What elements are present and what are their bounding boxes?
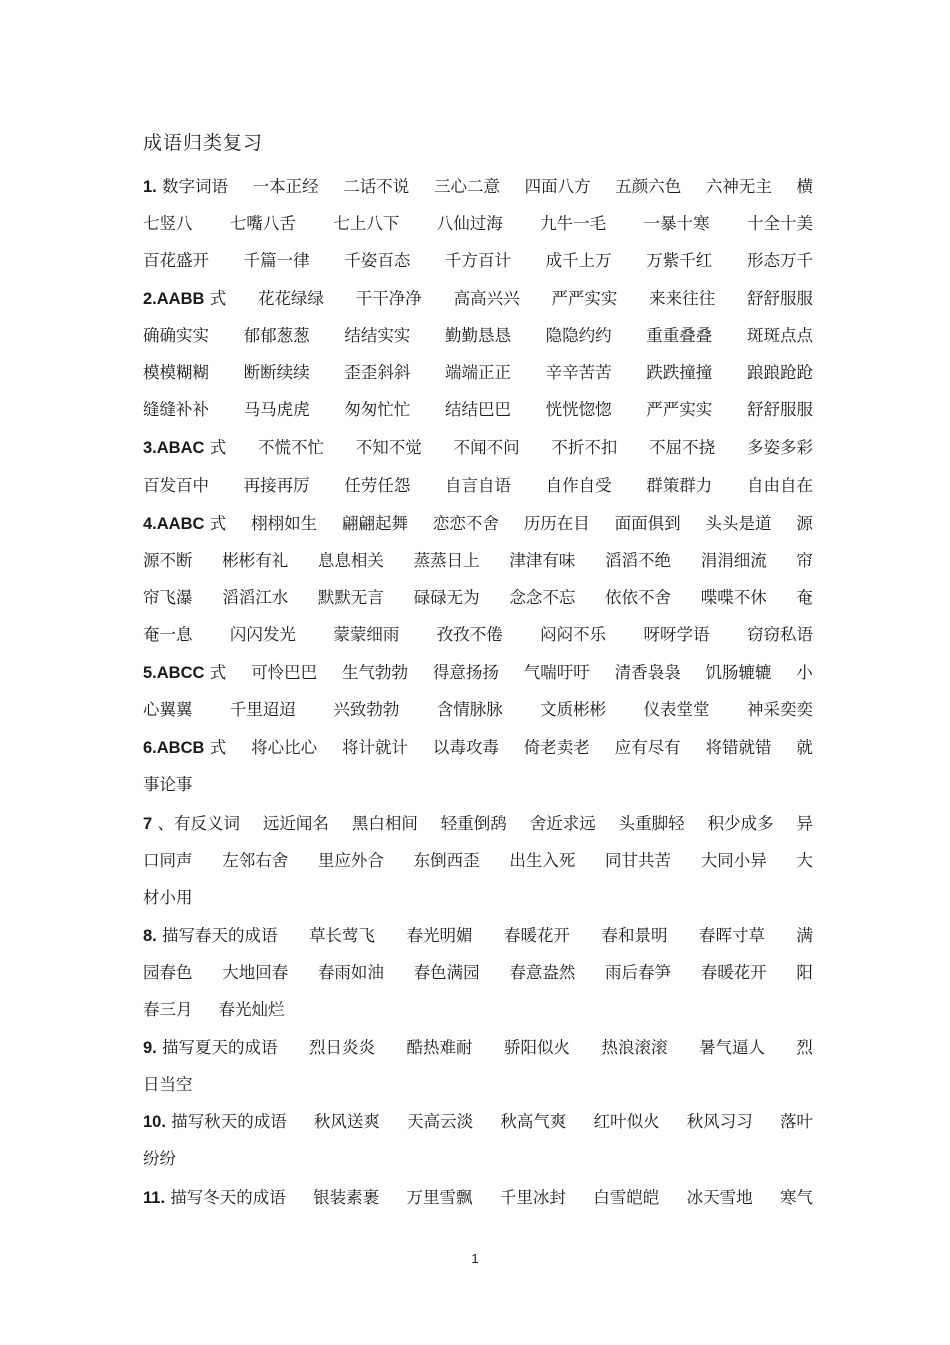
idiom: 春光灿烂: [218, 1000, 285, 1019]
idiom: 千姿百态: [344, 251, 411, 270]
idiom: 自由自在: [746, 476, 813, 495]
idiom: 喋喋不休: [700, 588, 767, 607]
section-label: [143, 660, 226, 686]
idiom-line: [143, 697, 813, 723]
idiom: 生气勃勃: [341, 663, 408, 682]
idiom-line: [143, 473, 813, 499]
idiom: 秋高气爽: [500, 1112, 567, 1131]
idiom: 骄阳似火: [503, 1038, 570, 1057]
idiom: 闪闪发光: [229, 625, 296, 644]
section-heading: 式: [209, 663, 227, 682]
section-heading: 式: [209, 738, 227, 757]
idiom: 蒙蒙细雨: [333, 625, 400, 644]
idiom: 左邻右舍: [222, 851, 289, 870]
idiom: 重重叠叠: [646, 326, 713, 345]
idiom: 八仙过海: [436, 214, 503, 233]
idiom: 成千上万: [545, 251, 612, 270]
idiom: 舍近求远: [529, 814, 596, 833]
idiom: 不慌不忙: [257, 438, 324, 457]
idiom-line: [143, 811, 813, 837]
section-heading: 式: [209, 514, 227, 533]
idiom: 端端正正: [444, 363, 511, 382]
idiom-line: [143, 174, 813, 200]
section-heading: 式: [209, 438, 227, 457]
idiom: 三心二意: [433, 177, 500, 196]
idiom: 万里雪飘: [406, 1188, 473, 1207]
idiom: 出生入死: [509, 851, 576, 870]
idiom: 结结实实: [344, 326, 411, 345]
section-label: [143, 923, 278, 949]
section-number: 2.AABB: [143, 290, 205, 308]
idiom: 五颜六色: [615, 177, 682, 196]
idiom: 红叶似火: [593, 1112, 660, 1131]
idiom-line: [143, 1185, 813, 1211]
idiom: 应有尽有: [614, 738, 681, 757]
idiom: 雨后春笋: [605, 963, 672, 982]
idiom: 十全十美: [746, 214, 813, 233]
idiom-line: [143, 211, 813, 237]
idiom: 高高兴兴: [453, 289, 520, 308]
idiom: 模模糊糊: [143, 363, 209, 382]
idiom-line: [143, 548, 813, 574]
idiom: 四面八方: [524, 177, 591, 196]
idiom: 奄一息: [143, 625, 193, 644]
idiom: 一本正经: [252, 177, 319, 196]
idiom: 园春色: [143, 963, 193, 982]
idiom: 面面俱到: [614, 514, 681, 533]
section-number: 3.ABAC: [143, 439, 205, 457]
section-label: [143, 511, 226, 537]
idiom-line: [143, 585, 813, 611]
idiom: 春暖花开: [700, 963, 767, 982]
idiom: 马马虎虎: [243, 400, 310, 419]
idiom: 群策群力: [646, 476, 713, 495]
section-heading: 、有反义词: [157, 814, 240, 833]
idiom: 呀呀学语: [643, 625, 710, 644]
idiom: 春意盎然: [509, 963, 576, 982]
idiom: 秋风送爽: [313, 1112, 380, 1131]
idiom: 默默无言: [317, 588, 384, 607]
idiom: 含情脉脉: [436, 700, 503, 719]
section-heading: 描写秋天的成语: [171, 1112, 287, 1131]
idiom: 帘: [796, 551, 813, 570]
idiom: 异: [796, 814, 813, 833]
idiom: 纷纷: [143, 1149, 176, 1168]
section-number: 9.: [143, 1039, 157, 1057]
section-label: [143, 286, 226, 312]
idiom: 春色满园: [413, 963, 480, 982]
idiom: 郁郁葱葱: [243, 326, 310, 345]
idiom: 文质彬彬: [540, 700, 607, 719]
idiom: 以毒攻毒: [432, 738, 499, 757]
idiom-line: [143, 923, 813, 949]
idiom: 闷闷不乐: [540, 625, 607, 644]
section-number: 8.: [143, 927, 157, 945]
idiom: 涓涓细流: [700, 551, 767, 570]
idiom: 再接再厉: [243, 476, 310, 495]
idiom: 舒舒服服: [746, 400, 813, 419]
idiom: 依依不舍: [605, 588, 672, 607]
idiom-line: [143, 397, 813, 423]
idiom-line: [143, 960, 813, 986]
idiom: 春雨如油: [317, 963, 384, 982]
idiom: 秋风习习: [686, 1112, 753, 1131]
section-label: [143, 174, 228, 200]
idiom: 不闻不问: [453, 438, 520, 457]
idiom: 春三月: [143, 1000, 193, 1019]
idiom: 千方百计: [444, 251, 511, 270]
idiom: 神采奕奕: [746, 700, 813, 719]
idiom-line: [143, 435, 813, 461]
idiom: 冰天雪地: [686, 1188, 753, 1207]
section-label: [143, 1185, 286, 1211]
idiom: 天高云淡: [407, 1112, 474, 1131]
idiom: 二话不说: [343, 177, 410, 196]
idiom: 斑斑点点: [746, 326, 813, 345]
idiom: 任劳任怨: [344, 476, 411, 495]
idiom: 舒舒服服: [746, 289, 813, 308]
idiom: 一暴十寒: [643, 214, 710, 233]
idiom: 多姿多彩: [746, 438, 813, 457]
idiom: 恋恋不舍: [432, 514, 499, 533]
idiom: 干干净净: [355, 289, 422, 308]
idiom: 里应外合: [317, 851, 384, 870]
section-label: [143, 735, 226, 761]
idiom: 将心比心: [251, 738, 318, 757]
idiom: 草长莺飞: [309, 926, 375, 945]
idiom: 大: [796, 851, 813, 870]
idiom: 不屈不挠: [649, 438, 716, 457]
idiom: 匆匆忙忙: [344, 400, 411, 419]
idiom: 烈: [796, 1038, 813, 1057]
idiom: 东倒西歪: [413, 851, 480, 870]
idiom: 寒气: [779, 1188, 813, 1207]
idiom: 千篇一律: [243, 251, 310, 270]
section-heading: 数字词语: [162, 177, 229, 196]
idiom: 落叶: [780, 1112, 813, 1131]
idiom: 不知不觉: [355, 438, 422, 457]
idiom: 确确实实: [143, 326, 209, 345]
idiom: 白雪皑皑: [593, 1188, 660, 1207]
idiom-line: [143, 286, 813, 312]
idiom: 头重脚轻: [618, 814, 685, 833]
idiom: 念念不忘: [509, 588, 576, 607]
idiom-line: [143, 248, 813, 274]
idiom-line: [143, 660, 813, 686]
idiom: 轻重倒鸹: [440, 814, 507, 833]
idiom: 勤勤恳恳: [444, 326, 511, 345]
idiom-line: [143, 848, 813, 874]
idiom-line: [143, 1109, 813, 1135]
idiom: 大地回春: [222, 963, 289, 982]
idiom: 结结巴巴: [444, 400, 511, 419]
idiom: 跌跌撞撞: [646, 363, 713, 382]
idiom: 严严实实: [646, 400, 713, 419]
idiom: 花花绿绿: [257, 289, 324, 308]
idiom: 蒸蒸日上: [413, 551, 480, 570]
idiom: 孜孜不倦: [436, 625, 503, 644]
idiom: 材小用: [143, 888, 193, 907]
idiom: 仪表堂堂: [643, 700, 710, 719]
idiom-line: [143, 772, 813, 798]
idiom: 春和景明: [601, 926, 668, 945]
section-number: 10.: [143, 1113, 166, 1131]
idiom: 踉踉跄跄: [746, 363, 813, 382]
idiom: 暑气逼人: [698, 1038, 765, 1057]
idiom: 津津有味: [509, 551, 576, 570]
idiom: 来来往往: [649, 289, 716, 308]
idiom: 七嘴八舌: [229, 214, 296, 233]
idiom-line: [143, 735, 813, 761]
idiom-line: [143, 885, 813, 911]
idiom: 滔滔江水: [222, 588, 289, 607]
section-heading: 描写春天的成语: [162, 926, 278, 945]
idiom: 源不断: [143, 551, 193, 570]
idiom: 银装素裹: [313, 1188, 380, 1207]
idiom: 倚老卖老: [523, 738, 590, 757]
idiom: 将计就计: [341, 738, 408, 757]
idiom: 酷热难耐: [406, 1038, 473, 1057]
idiom-line: [143, 1035, 813, 1061]
idiom: 横: [796, 177, 813, 196]
section-number: 4.AABC: [143, 515, 205, 533]
section-label: [143, 1035, 278, 1061]
section-label: [143, 1109, 287, 1135]
idiom: 口同声: [143, 851, 193, 870]
idiom: 隐隐约约: [545, 326, 612, 345]
idiom: 心翼翼: [143, 700, 193, 719]
idiom: 饥肠辘辘: [705, 663, 772, 682]
idiom: 烈日炎炎: [309, 1038, 375, 1057]
idiom-line: [143, 622, 813, 648]
idiom: 春光明媚: [406, 926, 473, 945]
idiom: 小: [796, 663, 813, 682]
section-number: 7: [143, 815, 153, 833]
idiom: 得意扬扬: [432, 663, 499, 682]
idiom: 恍恍惚惚: [545, 400, 612, 419]
idiom: 积少成多: [707, 814, 774, 833]
idiom: 不折不扣: [551, 438, 618, 457]
section-number: 1.: [143, 178, 157, 196]
idiom: 翩翩起舞: [341, 514, 408, 533]
idiom: 清香袅袅: [614, 663, 681, 682]
idiom: 碌碌无为: [413, 588, 480, 607]
section-label: [143, 435, 226, 461]
idiom-line: [143, 1072, 813, 1098]
idiom: 兴致勃勃: [333, 700, 400, 719]
idiom: 春暖花开: [503, 926, 570, 945]
idiom: 历历在目: [523, 514, 590, 533]
idiom: 千里迢迢: [229, 700, 296, 719]
idiom: 歪歪斜斜: [344, 363, 411, 382]
idiom: 自言自语: [444, 476, 511, 495]
idiom: 彬彬有礼: [222, 551, 289, 570]
idiom: 百花盛开: [143, 251, 209, 270]
idiom: 将错就错: [705, 738, 772, 757]
idiom: 千里冰封: [499, 1188, 566, 1207]
section-number: 6.ABCB: [143, 739, 205, 757]
idiom: 气喘吁吁: [523, 663, 590, 682]
page-number: 1: [471, 1251, 479, 1266]
idiom: 热浪滚滚: [601, 1038, 668, 1057]
idiom: 七竖八: [143, 214, 193, 233]
idiom: 栩栩如生: [251, 514, 318, 533]
idiom: 缝缝补补: [143, 400, 209, 419]
idiom: 阳: [796, 963, 813, 982]
idiom: 日当空: [143, 1075, 193, 1094]
idiom: 滔滔不绝: [605, 551, 672, 570]
idiom: 六神无主: [705, 177, 772, 196]
document-title: 成语归类复习: [143, 132, 264, 154]
idiom: 帘飞瀑: [143, 588, 193, 607]
idiom: 春晖寸草: [698, 926, 765, 945]
idiom: 形态万千: [746, 251, 813, 270]
idiom-line: [143, 511, 813, 537]
section-heading: 描写冬天的成语: [170, 1188, 286, 1207]
idiom: 七上八下: [333, 214, 400, 233]
idiom-line: [143, 1146, 813, 1172]
idiom: 九牛一毛: [540, 214, 607, 233]
section-heading: 描写夏天的成语: [162, 1038, 278, 1057]
idiom-line: [143, 323, 813, 349]
section-number: 11.: [143, 1189, 166, 1207]
idiom: 息息相关: [317, 551, 384, 570]
idiom: 大同小异: [700, 851, 767, 870]
idiom: 头头是道: [705, 514, 772, 533]
idiom: 严严实实: [551, 289, 618, 308]
idiom: 百发百中: [143, 476, 209, 495]
idiom-line: [143, 360, 813, 386]
idiom: 事论事: [143, 775, 193, 794]
section-number: 5.ABCC: [143, 664, 205, 682]
idiom: 辛辛苦苦: [545, 363, 612, 382]
section-label: [143, 811, 240, 837]
idiom-line: [143, 997, 813, 1023]
idiom: 断断续续: [243, 363, 310, 382]
idiom: 窃窃私语: [746, 625, 813, 644]
idiom: 可怜巴巴: [251, 663, 318, 682]
idiom: 同甘共苦: [605, 851, 672, 870]
idiom: 就: [796, 738, 813, 757]
idiom: 奄: [796, 588, 813, 607]
idiom: 远近闻名: [262, 814, 329, 833]
idiom: 万紫千红: [646, 251, 713, 270]
idiom: 黑白相间: [351, 814, 418, 833]
idiom: 自作自受: [545, 476, 612, 495]
section-heading: 式: [209, 289, 227, 308]
idiom: 源: [796, 514, 813, 533]
idiom: 满: [796, 926, 813, 945]
